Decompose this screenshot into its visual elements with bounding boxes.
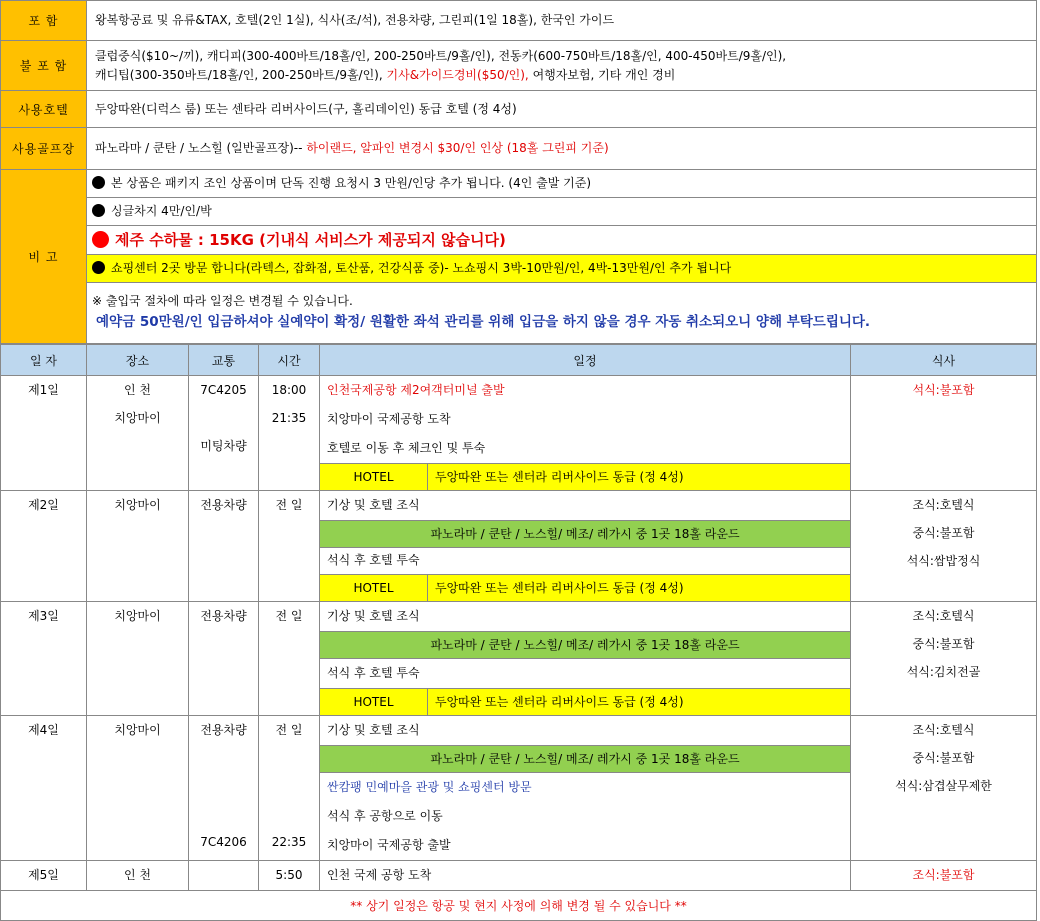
schedule-item: 호텔로 이동 후 체크인 및 투숙 <box>327 441 486 455</box>
note-4 <box>87 255 1036 283</box>
schedule-item: 석식 후 공항으로 이동 <box>327 809 443 823</box>
time: 전 일 <box>275 723 303 737</box>
note-1 <box>87 170 1036 198</box>
flight-number: 7C4205 <box>200 383 247 397</box>
note-5: ※ 출입국 절차에 따라 일정은 변경될 수 있습니다. <box>92 294 353 308</box>
place: 인 천 <box>124 383 151 397</box>
schedule-item: 기상 및 호텔 조식 <box>327 498 420 512</box>
hotel-name: 두앙따완 또는 센터라 리버사이드 동급 (정 4성) <box>428 575 850 601</box>
hotel-row <box>320 688 850 715</box>
schedule-item: 인천 국제 공항 도착 <box>327 868 432 882</box>
hotel-row <box>320 463 850 490</box>
bullet-icon <box>92 204 105 217</box>
day-row-3 <box>1 602 1037 716</box>
footer-note: ** 상기 일정은 항공 및 현지 사정에 의해 변경 될 수 있습니다 ** <box>1 891 1037 921</box>
bullet-icon <box>92 261 105 274</box>
info-table <box>0 0 1037 344</box>
day-label: 제5일 <box>28 868 59 882</box>
include-label: 포 함 <box>1 1 87 41</box>
day-row-1 <box>1 376 1037 491</box>
schedule-item: 석식 후 호텔 투숙 <box>327 666 420 680</box>
day-label: 제2일 <box>28 498 59 512</box>
meal: 조식:호텔식 <box>912 723 975 737</box>
note-2-text: 싱글차지 4만/인/박 <box>111 204 212 218</box>
place: 치앙마이 <box>114 609 161 623</box>
note-6: 예약금 50만원/인 입금하셔야 실예약이 확정/ 원활한 좌석 관리를 위해 입금을 하지 않을 경우 자동 취소되오니 양해 부탁드립니다. <box>96 314 871 330</box>
day-label: 제1일 <box>28 383 59 397</box>
time: 전 일 <box>275 609 303 623</box>
place: 치앙마이 <box>114 411 161 425</box>
golf-text-red: 하이랜드, 알파인 변경시 $30/인 인상 (18홀 그린피 기준) <box>306 141 609 155</box>
time: 전 일 <box>275 498 303 512</box>
meal: 중식:불포함 <box>912 637 975 651</box>
note-5-6 <box>87 283 1036 343</box>
meal: 중식:불포함 <box>912 526 975 540</box>
include-text: 왕복항공료 및 유류&TAX, 호텔(2인 1실), 식사(조/석), 전용차량, 그린피(1일 18홀), 한국인 가이드 <box>87 1 1037 41</box>
header-time: 시간 <box>259 345 320 376</box>
bullet-icon <box>92 176 105 189</box>
meal: 중식:불포함 <box>912 751 975 765</box>
golf-text <box>87 128 1037 170</box>
header-transport: 교통 <box>189 345 259 376</box>
golf-text-a: 파노라마 / 쿤탄 / 노스힐 (일반골프장)-- <box>95 141 303 155</box>
schedule-item: 석식 후 호텔 투숙 <box>327 553 420 567</box>
meal: 석식:김치전골 <box>906 665 981 679</box>
transport: 미팅차량 <box>200 439 247 453</box>
meal: 석식:불포함 <box>912 383 975 397</box>
red-bullet-icon <box>92 231 109 248</box>
place: 치앙마이 <box>114 498 161 512</box>
hotel-label: 사용호텔 <box>1 91 87 128</box>
schedule-item: 싼캄팽 민예마을 관광 및 쇼핑센터 방문 <box>327 780 532 794</box>
flight-number: 7C4206 <box>200 835 247 849</box>
exclude-line-1: 클럽중식($10~/끼), 캐디피(300-400바트/18홀/인, 200-250바트/9홀/인), 전동카(600-750바트/18홀/인, 400-450바트/9홀/인), <box>95 48 787 63</box>
transport: 전용차량 <box>200 609 247 623</box>
golf-round: 파노라마 / 쿤탄 / 노스힐/ 메조/ 레가시 중 1곳 18홀 라운드 <box>320 631 850 659</box>
day-row-5 <box>1 861 1037 891</box>
hotel-tag: HOTEL <box>320 464 428 490</box>
exclude-text <box>87 41 1037 91</box>
day-label: 제4일 <box>28 723 59 737</box>
meal: 석식:쌈밥정식 <box>906 554 981 568</box>
hotel-row <box>320 574 850 601</box>
transport: 전용차량 <box>200 498 247 512</box>
golf-label: 사용골프장 <box>1 128 87 170</box>
itinerary-header <box>1 345 1037 376</box>
itinerary-table <box>0 344 1037 921</box>
meal: 석식:삼겹살무제한 <box>895 779 992 793</box>
golf-round: 파노라마 / 쿤탄 / 노스힐/ 메조/ 레가시 중 1곳 18홀 라운드 <box>320 520 850 548</box>
hotel-tag: HOTEL <box>320 689 428 715</box>
meal: 조식:호텔식 <box>912 609 975 623</box>
note-3 <box>87 226 1036 255</box>
exclude-line-2 <box>95 66 1028 85</box>
hotel-name: 두앙따완 또는 센터라 리버사이드 동급 (정 4성) <box>428 689 850 715</box>
hotel-text: 두앙따완(디럭스 룸) 또는 센타라 리버사이드(구, 홀리데이인) 동급 호텔 (정 4성) <box>87 91 1037 128</box>
note-2 <box>87 198 1036 226</box>
time: 22:35 <box>271 835 307 849</box>
header-schedule: 일정 <box>320 345 851 376</box>
golf-round: 파노라마 / 쿤탄 / 노스힐/ 메조/ 레가시 중 1곳 18홀 라운드 <box>320 745 850 773</box>
note-1-text: 본 상품은 패키지 조인 상품이며 단독 진행 요청시 3 만원/인당 추가 됩니다. (4인 출발 기준) <box>111 176 592 190</box>
schedule-item: 기상 및 호텔 조식 <box>327 609 420 623</box>
schedule-item: 치앙마이 국제공항 도착 <box>327 412 451 426</box>
exclude-line-2-red: 기사&가이드경비($50/인), <box>386 67 529 82</box>
notes-cell <box>87 170 1037 344</box>
schedule-item: 인천국제공항 제2여객터미널 출발 <box>327 383 505 397</box>
note-label: 비 고 <box>1 170 87 344</box>
schedule-item: 기상 및 호텔 조식 <box>327 723 420 737</box>
exclude-line-2-a: 캐디팁(300-350바트/18홀/인, 200-250바트/9홀/인), <box>95 67 383 82</box>
day-label: 제3일 <box>28 609 59 623</box>
note-3-text: 제주 수하물 : 15KG (기내식 서비스가 제공되지 않습니다) <box>115 231 506 249</box>
time: 5:50 <box>275 868 303 882</box>
exclude-line-2-b: 여행자보험, 기타 개인 경비 <box>532 67 676 82</box>
meal: 조식:불포함 <box>912 868 975 882</box>
note-4-text: 쇼핑센터 2곳 방문 합니다(라텍스, 잡화점, 토산품, 건강식품 중)- 노쇼핑시 3박-10만원/인, 4박-13만원/인 추가 됩니다 <box>111 261 732 275</box>
hotel-name: 두앙따완 또는 센터라 리버사이드 동급 (정 4성) <box>428 464 850 490</box>
footer-row <box>1 891 1037 921</box>
time: 21:35 <box>271 411 307 425</box>
time: 18:00 <box>271 383 307 397</box>
day-row-4 <box>1 716 1037 861</box>
schedule-item: 치앙마이 국제공항 출발 <box>327 838 451 852</box>
header-place: 장소 <box>87 345 189 376</box>
header-day: 일 자 <box>1 345 87 376</box>
hotel-tag: HOTEL <box>320 575 428 601</box>
meal: 조식:호텔식 <box>912 498 975 512</box>
place: 인 천 <box>124 868 151 882</box>
day-row-2 <box>1 491 1037 602</box>
exclude-label: 불 포 함 <box>1 41 87 91</box>
transport: 전용차량 <box>200 723 247 737</box>
place: 치앙마이 <box>114 723 161 737</box>
header-meal: 식사 <box>851 345 1037 376</box>
